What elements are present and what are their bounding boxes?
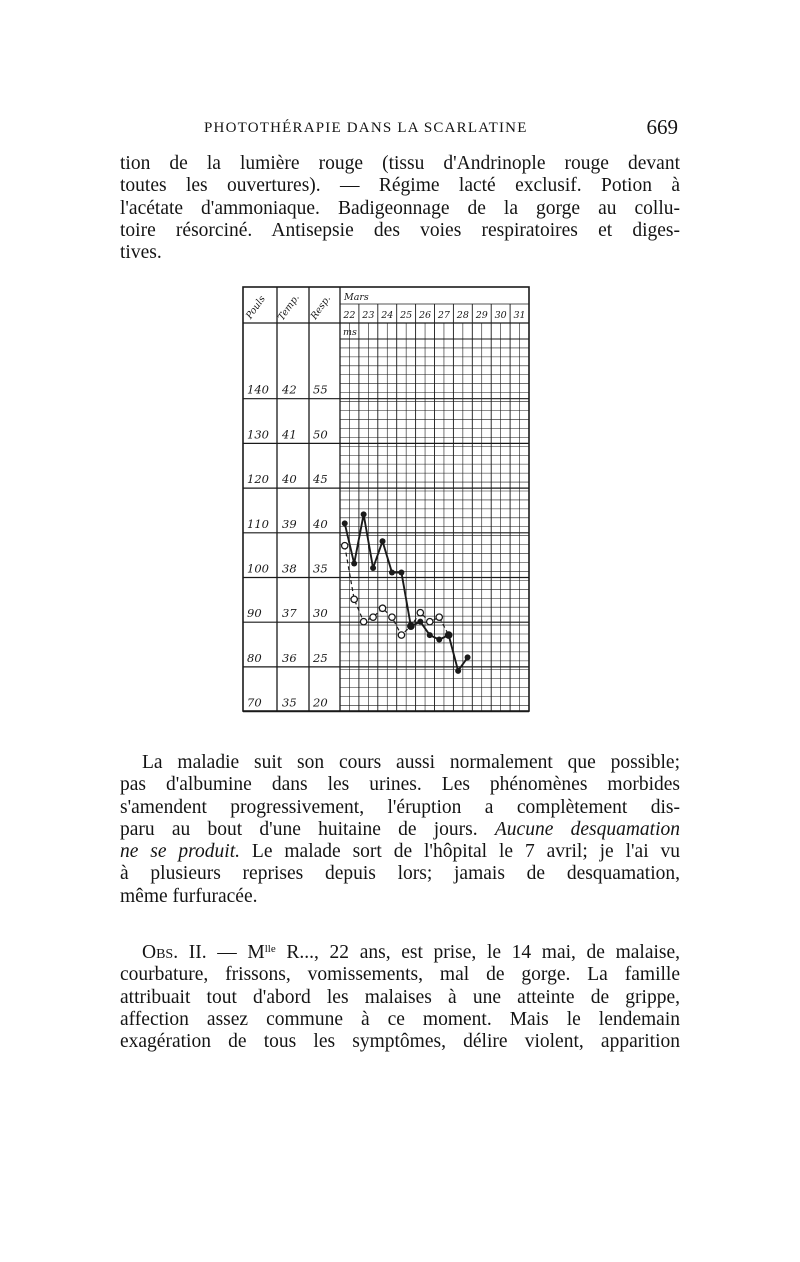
temperature-point [446, 632, 452, 638]
observation-label: Obs. II. [142, 942, 207, 963]
day-label: 23 [362, 310, 375, 321]
temperature-point [465, 654, 471, 660]
text-line: tives. [120, 242, 162, 264]
pulse-scale-label: 70 [247, 695, 262, 710]
temp-scale-label: 41 [282, 427, 297, 442]
text-segment: Le malade sort de l'hôpital le 7 avril; je l'ai vu [251, 841, 681, 863]
temperature-point [380, 538, 386, 544]
title-superscript: lle [264, 943, 276, 955]
day-label: 22 [343, 310, 356, 321]
day-label: 29 [475, 310, 488, 321]
temp-scale-label: 42 [282, 382, 297, 397]
day-label: 31 [513, 310, 526, 321]
text-line: affection assez commune à ce moment. Mais le lendemain [120, 1008, 680, 1030]
resp-scale-label: 25 [313, 650, 328, 665]
resp-scale-label: 50 [313, 427, 328, 442]
temperature-point [361, 511, 367, 517]
pulse-point [398, 632, 404, 638]
title-name: M [247, 942, 265, 963]
text-line [120, 841, 680, 863]
column-header: Resp. [308, 293, 334, 322]
resp-scale-label: 35 [313, 561, 328, 576]
page-number: 669 [646, 115, 678, 139]
pulse-point [417, 610, 423, 616]
resp-scale-label: 20 [313, 695, 328, 710]
pulse-scale-label: 110 [247, 516, 269, 531]
temp-scale-label: 39 [282, 516, 297, 531]
day-label: 26 [419, 310, 432, 321]
emphasis: ne se produit. [120, 841, 241, 863]
column-header: Pouls [244, 293, 268, 322]
pulse-scale-label: 80 [247, 650, 262, 665]
temperature-point [436, 637, 442, 643]
pulse-scale-label: 90 [247, 606, 262, 621]
paragraph-course [120, 752, 680, 908]
text-line [120, 942, 680, 964]
pulse-point [379, 605, 385, 611]
text-line: attribuait tout d'abord les malaises à une atteinte de grippe, [120, 986, 680, 1008]
text-line: tion de la lumière rouge (tissu d'Andrinople rouge devant [120, 153, 680, 174]
day-label: 30 [494, 310, 507, 321]
patient-title [247, 942, 275, 963]
temp-scale-label: 37 [282, 606, 297, 621]
pulse-scale-label: 130 [247, 427, 269, 442]
temp-scale-label: 38 [282, 561, 297, 576]
text-line: courbature, frissons, vomissements, mal de gorge. La famille [120, 964, 680, 986]
temperature-point [389, 570, 395, 576]
day-label: 25 [400, 310, 413, 321]
text-line: toire résorciné. Antisepsie des voies respiratoires et diges- [120, 219, 680, 241]
pulse-point [389, 614, 395, 620]
temperature-point [417, 619, 423, 625]
temperature-point [351, 561, 357, 567]
running-head-title: PHOTOTHÉRAPIE DANS LA SCARLATINE [204, 120, 528, 136]
temperature-point [398, 570, 404, 576]
pulse-scale-label: 140 [247, 382, 269, 397]
emphasis: Aucune desquamation [494, 818, 680, 840]
temperature-point [408, 623, 414, 629]
temperature-point [342, 520, 348, 526]
temperature-point [455, 668, 461, 674]
temperature-point [427, 632, 433, 638]
text-line: s'amendent progressivement, l'éruption a complètement dis- [120, 796, 680, 818]
pulse-point [436, 614, 442, 620]
pulse-point [342, 542, 348, 548]
text-segment: paru au bout d'une huitaine de jours. [120, 818, 478, 840]
resp-scale-label: 40 [313, 516, 328, 531]
pulse-scale-label: 100 [247, 561, 269, 576]
text-line: pas d'albumine dans les urines. Les phénomènes morbides [120, 774, 680, 796]
dash: — [217, 942, 237, 963]
text-line: l'acétate d'ammoniaque. Badigeonnage de la gorge au collu- [120, 197, 680, 219]
resp-scale-label: 30 [313, 606, 328, 621]
text-line: toutes les ouvertures). — Régime lacté exclusif. Potion à [120, 175, 680, 197]
temp-scale-label: 40 [282, 472, 297, 487]
temp-scale-label: 35 [282, 695, 297, 710]
temp-scale-label: 36 [282, 650, 297, 665]
pulse-point [370, 614, 376, 620]
text-line [120, 819, 680, 841]
text-line: même furfuracée. [120, 885, 258, 907]
resp-scale-label: 55 [313, 382, 328, 397]
pulse-point [427, 618, 433, 624]
column-header: Temp. [276, 292, 302, 323]
temperature-point [370, 565, 376, 571]
period-label: ms [343, 327, 357, 338]
text-line: à plusieurs reprises depuis lors; jamais de desquamation, [120, 863, 680, 885]
paragraph-observation-2 [120, 942, 680, 1053]
chart-frame [243, 287, 529, 711]
day-label: 24 [381, 310, 394, 321]
text-line: La maladie suit son cours aussi normalement que possible; [142, 752, 680, 773]
day-label: 28 [456, 310, 469, 321]
pulse-scale-label: 120 [247, 472, 269, 487]
pulse-point [351, 596, 357, 602]
month-label: Mars [344, 292, 369, 303]
day-label: 27 [437, 310, 450, 321]
pulse-point [360, 618, 366, 624]
text-line: exagération de tous les symptômes, délire violent, apparition [120, 1031, 680, 1053]
text-segment: R..., 22 ans, est prise, le 14 mai, de malaise, [286, 942, 681, 963]
resp-scale-label: 45 [313, 472, 328, 487]
